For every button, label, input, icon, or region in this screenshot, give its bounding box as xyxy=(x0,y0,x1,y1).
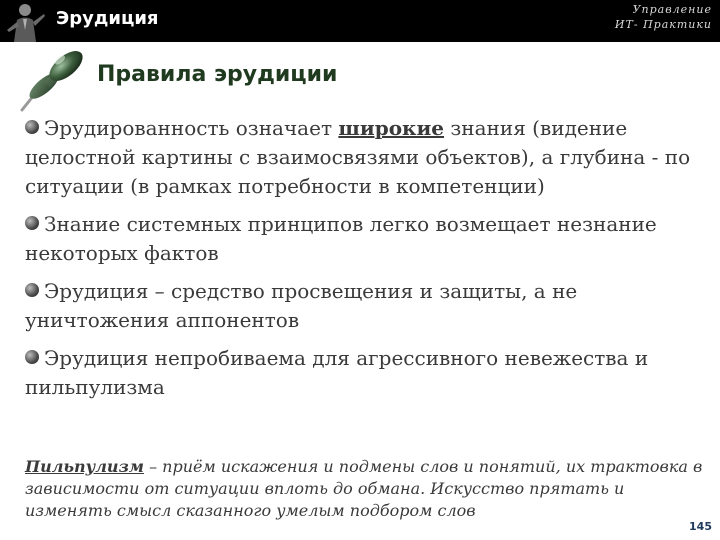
brand-line-2: ИТ- Практики xyxy=(614,18,712,31)
definition-term: Пильпулизм xyxy=(25,457,144,476)
definition-note xyxy=(25,456,705,522)
bullet-text: Эрудиция – средство просвещения и защиты, а не уничтожения аппонентов xyxy=(25,279,578,332)
bullet-text-before: Эрудированность означает xyxy=(44,116,339,140)
page-number: 145 xyxy=(689,520,712,533)
bullet-icon xyxy=(25,283,39,297)
bullet-text: Знание системных принципов легко возмещает незнание некоторых фактов xyxy=(25,212,657,265)
rules-list xyxy=(25,114,700,411)
top-bar xyxy=(0,0,720,42)
definition-text: – приём искажения и подмены слов и понятий, их трактовка в зависимости от ситуации вплоть до обмана. Искусство прятать и изменять смысл сказанного умелым подбором слов xyxy=(25,457,703,520)
presenter-figure-icon xyxy=(2,0,48,42)
brand-text xyxy=(615,2,712,32)
section-heading: Правила эрудиции xyxy=(97,62,338,87)
bullet-icon xyxy=(25,216,39,230)
list-item xyxy=(25,114,700,201)
bullet-text: Эрудиция непробиваема для агрессивного невежества и пильпулизма xyxy=(25,346,649,399)
push-pin-icon xyxy=(14,46,92,114)
bullet-icon xyxy=(25,120,39,134)
bullet-underlined-word: широкие xyxy=(338,116,445,140)
bullet-icon xyxy=(25,350,39,364)
bullet-text-after: знания (видение целостной картины с взаимосвязями объектов), а глубина - по ситуации (в рамках потребности в компетенции) xyxy=(25,116,691,198)
slide-title: Эрудиция xyxy=(56,8,159,29)
list-item xyxy=(25,344,700,402)
list-item xyxy=(25,210,700,268)
brand-line-1: Управление xyxy=(632,3,712,16)
list-item xyxy=(25,277,700,335)
